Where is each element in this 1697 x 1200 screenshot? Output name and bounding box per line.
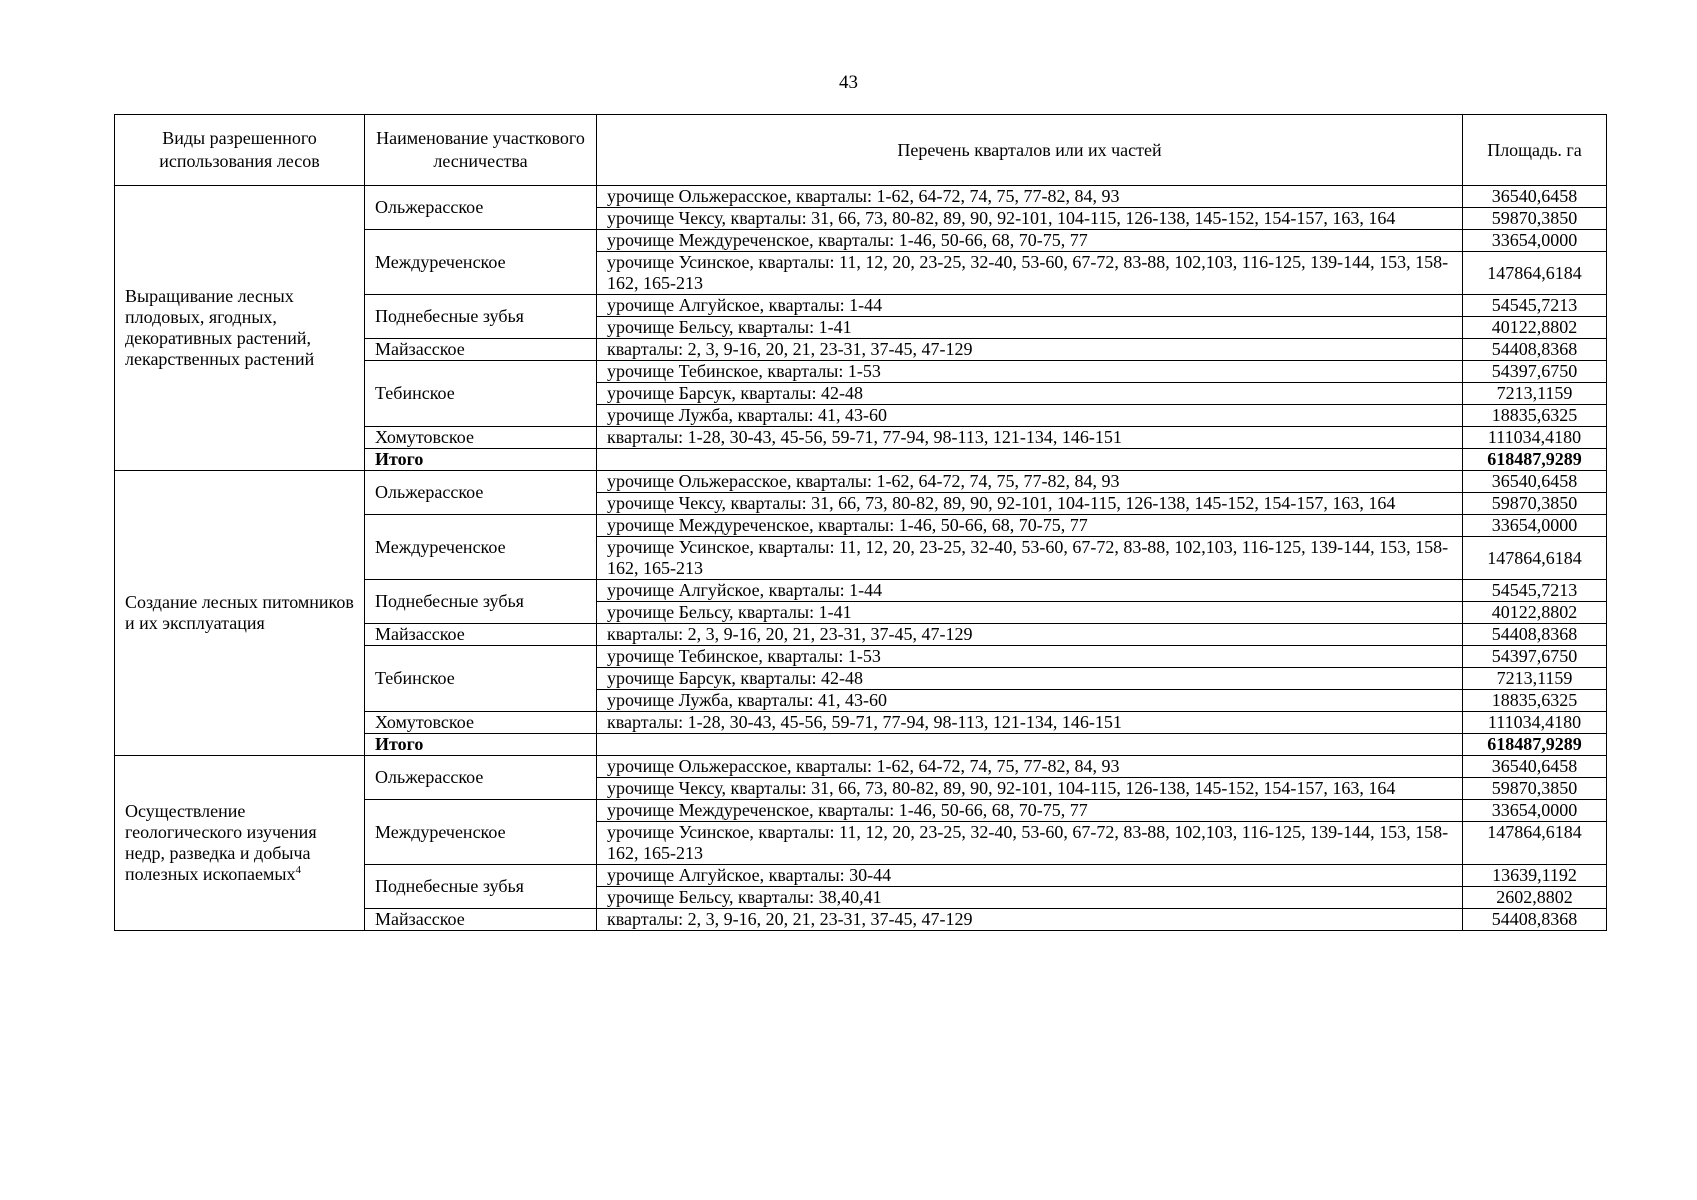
forestry-cell: Майзасское <box>365 624 597 646</box>
quarters-cell: урочище Ольжерасское, кварталы: 1-62, 64-72, 74, 75, 77-82, 84, 93 <box>597 471 1463 493</box>
total-empty-cell <box>597 734 1463 756</box>
table-row <box>115 471 1607 493</box>
quarters-cell: урочище Междуреченское, кварталы: 1-46, 50-66, 68, 70-75, 77 <box>597 800 1463 822</box>
quarters-cell: урочище Усинское, кварталы: 11, 12, 20, 23-25, 32-40, 53-60, 67-72, 83-88, 102,103, 116-125, 139-144, 153, 158-162, 165-213 <box>597 537 1463 580</box>
quarters-cell: урочище Барсук, кварталы: 42-48 <box>597 383 1463 405</box>
area-cell: 54408,8368 <box>1463 339 1607 361</box>
quarters-cell: кварталы: 1-28, 30-43, 45-56, 59-71, 77-94, 98-113, 121-134, 146-151 <box>597 427 1463 449</box>
area-cell: 54545,7213 <box>1463 295 1607 317</box>
area-cell: 36540,6458 <box>1463 471 1607 493</box>
footnote-marker: 4 <box>295 864 301 876</box>
quarters-cell: урочище Барсук, кварталы: 42-48 <box>597 668 1463 690</box>
area-cell: 36540,6458 <box>1463 756 1607 778</box>
forestry-cell: Тебинское <box>365 646 597 712</box>
quarters-cell: урочище Бельсу, кварталы: 1-41 <box>597 317 1463 339</box>
use-type-cell <box>115 756 365 931</box>
quarters-cell: урочище Тебинское, кварталы: 1-53 <box>597 646 1463 668</box>
area-cell: 54397,6750 <box>1463 361 1607 383</box>
area-cell: 18835,6325 <box>1463 690 1607 712</box>
quarters-cell: кварталы: 2, 3, 9-16, 20, 21, 23-31, 37-45, 47-129 <box>597 339 1463 361</box>
quarters-cell: урочище Алгуйское, кварталы: 30-44 <box>597 865 1463 887</box>
area-cell: 54545,7213 <box>1463 580 1607 602</box>
area-cell: 54408,8368 <box>1463 624 1607 646</box>
quarters-cell: кварталы: 1-28, 30-43, 45-56, 59-71, 77-94, 98-113, 121-134, 146-151 <box>597 712 1463 734</box>
area-cell: 111034,4180 <box>1463 712 1607 734</box>
quarters-cell: урочище Чексу, кварталы: 31, 66, 73, 80-82, 89, 90, 92-101, 104-115, 126-138, 145-152, 154-157, 163, 164 <box>597 778 1463 800</box>
forestry-cell: Поднебесные зубья <box>365 865 597 909</box>
quarters-cell: урочище Ольжерасское, кварталы: 1-62, 64-72, 74, 75, 77-82, 84, 93 <box>597 756 1463 778</box>
quarters-cell: урочище Усинское, кварталы: 11, 12, 20, 23-25, 32-40, 53-60, 67-72, 83-88, 102,103, 116-125, 139-144, 153, 158-162, 165-213 <box>597 822 1463 865</box>
page-number: 43 <box>839 72 858 93</box>
area-cell: 13639,1192 <box>1463 865 1607 887</box>
quarters-cell: урочище Чексу, кварталы: 31, 66, 73, 80-82, 89, 90, 92-101, 104-115, 126-138, 145-152, 154-157, 163, 164 <box>597 208 1463 230</box>
area-cell: 147864,6184 <box>1463 822 1607 865</box>
quarters-cell: урочище Лужба, кварталы: 41, 43-60 <box>597 405 1463 427</box>
table-row <box>115 186 1607 208</box>
total-empty-cell <box>597 449 1463 471</box>
total-value: 618487,9289 <box>1463 734 1607 756</box>
use-type-label: Выращивание лесных плодовых, ягодных, декоративных растений, лекарственных растений <box>125 286 315 369</box>
forestry-cell: Майзасское <box>365 339 597 361</box>
header-use-type: Виды разрешенного использования лесов <box>115 115 365 186</box>
quarters-cell: кварталы: 2, 3, 9-16, 20, 21, 23-31, 37-45, 47-129 <box>597 909 1463 931</box>
header-row <box>115 115 1607 186</box>
quarters-cell: урочище Бельсу, кварталы: 1-41 <box>597 602 1463 624</box>
use-type-label: Осуществление геологического изучения недр, разведка и добыча полезных ископаемых <box>125 801 317 884</box>
forest-use-table <box>114 114 1607 931</box>
quarters-cell: урочище Алгуйское, кварталы: 1-44 <box>597 295 1463 317</box>
area-cell: 7213,1159 <box>1463 383 1607 405</box>
quarters-cell: урочище Междуреченское, кварталы: 1-46, 50-66, 68, 70-75, 77 <box>597 230 1463 252</box>
forestry-cell: Междуреченское <box>365 515 597 580</box>
area-cell: 59870,3850 <box>1463 778 1607 800</box>
total-label: Итого <box>365 734 597 756</box>
forestry-cell: Хомутовское <box>365 427 597 449</box>
forestry-cell: Поднебесные зубья <box>365 295 597 339</box>
quarters-cell: урочище Чексу, кварталы: 31, 66, 73, 80-82, 89, 90, 92-101, 104-115, 126-138, 145-152, 154-157, 163, 164 <box>597 493 1463 515</box>
quarters-cell: урочище Усинское, кварталы: 11, 12, 20, 23-25, 32-40, 53-60, 67-72, 83-88, 102,103, 116-125, 139-144, 153, 158-162, 165-213 <box>597 252 1463 295</box>
total-label: Итого <box>365 449 597 471</box>
use-type-label: Создание лесных питомников и их эксплуатация <box>125 592 354 633</box>
quarters-cell: урочище Тебинское, кварталы: 1-53 <box>597 361 1463 383</box>
area-cell: 54408,8368 <box>1463 909 1607 931</box>
forestry-cell: Междуреченское <box>365 230 597 295</box>
forestry-cell: Майзасское <box>365 909 597 931</box>
total-value: 618487,9289 <box>1463 449 1607 471</box>
area-cell: 33654,0000 <box>1463 515 1607 537</box>
table-row <box>115 756 1607 778</box>
area-cell: 7213,1159 <box>1463 668 1607 690</box>
quarters-cell: урочище Алгуйское, кварталы: 1-44 <box>597 580 1463 602</box>
use-type-cell <box>115 471 365 756</box>
area-cell: 33654,0000 <box>1463 800 1607 822</box>
area-cell: 18835,6325 <box>1463 405 1607 427</box>
area-cell: 147864,6184 <box>1463 537 1607 580</box>
forestry-cell: Ольжерасское <box>365 471 597 515</box>
area-cell: 36540,6458 <box>1463 186 1607 208</box>
table-body <box>115 186 1607 931</box>
table-header <box>115 115 1607 186</box>
header-forestry: Наименование участкового лесничества <box>365 115 597 186</box>
area-cell: 147864,6184 <box>1463 252 1607 295</box>
forestry-cell: Тебинское <box>365 361 597 427</box>
header-quarters: Перечень кварталов или их частей <box>597 115 1463 186</box>
forestry-cell: Ольжерасское <box>365 756 597 800</box>
forestry-cell: Ольжерасское <box>365 186 597 230</box>
forestry-cell: Междуреченское <box>365 800 597 865</box>
area-cell: 40122,8802 <box>1463 602 1607 624</box>
use-type-cell <box>115 186 365 471</box>
quarters-cell: урочище Бельсу, кварталы: 38,40,41 <box>597 887 1463 909</box>
header-area: Площадь. га <box>1463 115 1607 186</box>
area-cell: 40122,8802 <box>1463 317 1607 339</box>
area-cell: 33654,0000 <box>1463 230 1607 252</box>
area-cell: 54397,6750 <box>1463 646 1607 668</box>
area-cell: 111034,4180 <box>1463 427 1607 449</box>
area-cell: 59870,3850 <box>1463 208 1607 230</box>
area-cell: 2602,8802 <box>1463 887 1607 909</box>
quarters-cell: кварталы: 2, 3, 9-16, 20, 21, 23-31, 37-45, 47-129 <box>597 624 1463 646</box>
forestry-cell: Поднебесные зубья <box>365 580 597 624</box>
forestry-cell: Хомутовское <box>365 712 597 734</box>
area-cell: 59870,3850 <box>1463 493 1607 515</box>
quarters-cell: урочище Ольжерасское, кварталы: 1-62, 64-72, 74, 75, 77-82, 84, 93 <box>597 186 1463 208</box>
quarters-cell: урочище Лужба, кварталы: 41, 43-60 <box>597 690 1463 712</box>
quarters-cell: урочище Междуреченское, кварталы: 1-46, 50-66, 68, 70-75, 77 <box>597 515 1463 537</box>
